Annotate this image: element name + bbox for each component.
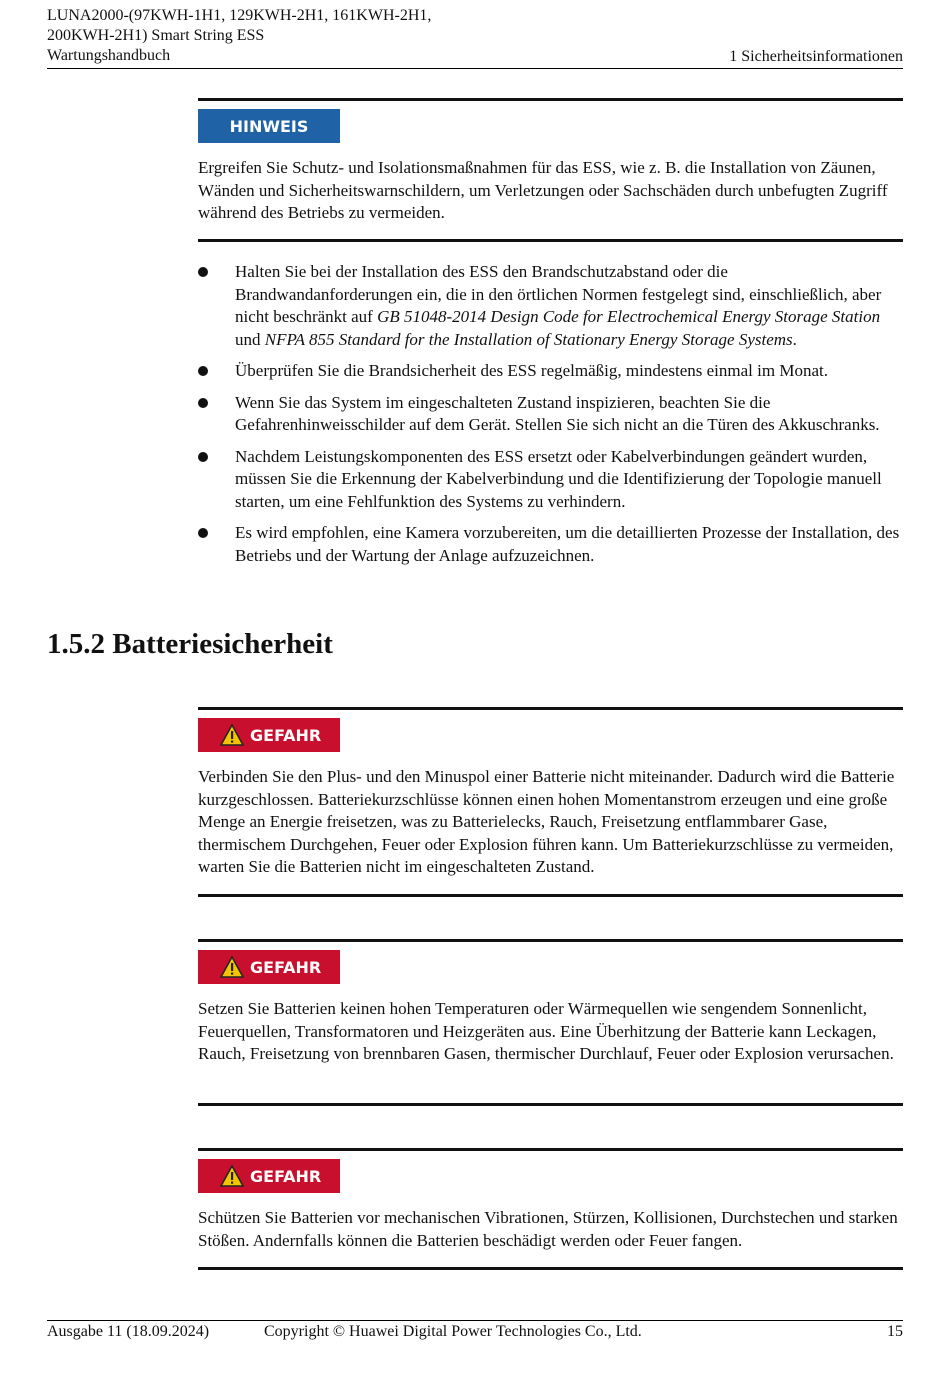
standard-reference: GB 51048-2014 Design Code for Electrochemical Energy Storage Station <box>377 307 881 326</box>
bullet-text: Nachdem Leistungskomponenten des ESS ersetzt oder Kabelverbindungen geändert wurden, müssen Sie die Erkennung der Kabelverbindung und die Identifizierung der Topologie manuell starten, um eine Fehlfunktion des Systems zu verhindern. <box>235 446 882 511</box>
bullet-dot-icon <box>198 366 208 376</box>
page-header <box>47 6 903 66</box>
bullet-dot-icon <box>198 398 208 408</box>
warning-triangle-icon <box>220 1165 244 1187</box>
bullet-text: Halten Sie bei der Installation des ESS den Brandschutzabstand oder die Brandwandanforderungen ein, die in den örtlichen Normen festgelegt sind, einschließlich, aber nicht beschränkt auf <box>235 262 882 326</box>
list-item <box>198 261 903 351</box>
danger1-top-rule <box>198 707 903 710</box>
danger1-text: Verbinden Sie den Plus- und den Minuspol einer Batterie nicht miteinander. Dadurch wird die Batterie kurzgeschlossen. Batteriekurzschlüsse können einen hohen Momentanstrom erzeugen und eine große Menge an Energie freisetzen, was zu Batterielecks, Rauch, Freisetzung entflammbarer Gase, thermischem Durchgehen, Feuer oder Explosion führen kann. Um Batteriekurzschlüsse zu vermeiden, warten Sie die Batterien nicht im eingeschalteten Zustand. <box>198 767 895 876</box>
notice-top-rule <box>198 98 903 101</box>
footer-rule <box>47 1320 903 1321</box>
danger3-badge <box>198 1159 340 1193</box>
bullet-text: . <box>792 329 797 349</box>
copyright-notice: Copyright © Huawei Digital Power Technologies Co., Ltd. <box>264 1323 642 1340</box>
doc-title-line1: LUNA2000-(97KWH-1H1, 129KWH-2H1, 161KWH-2H1, <box>47 7 432 24</box>
danger1-bottom-rule <box>198 894 903 897</box>
bullet-text: Überprüfen Sie die Brandsicherheit des ESS regelmäßig, mindestens einmal im Monat. <box>235 361 828 380</box>
danger3-bottom-rule <box>198 1267 903 1270</box>
standard-reference: NFPA 855 Standard for the Installation of Stationary Energy Storage Systems <box>264 329 793 349</box>
safety-bullet-list <box>198 261 903 576</box>
list-item <box>198 360 903 383</box>
bullet-dot-icon <box>198 528 208 538</box>
list-item <box>198 522 903 567</box>
list-item <box>198 446 903 514</box>
warning-triangle-icon <box>220 724 244 746</box>
section-heading: 1.5.2 Batteriesicherheit <box>47 628 333 660</box>
notice-text: Ergreifen Sie Schutz- und Isolationsmaßnahmen für das ESS, wie z. B. die Installation von Zäunen, Wänden und Sicherheitswarnschildern, um Verletzungen oder Sachschäden durch unbefugten Zugriff während des Betriebs zu vermeiden. <box>198 158 888 222</box>
chapter-title: 1 Sicherheitsinformationen <box>729 48 903 65</box>
header-rule <box>47 68 903 69</box>
doc-title-line3: Wartungshandbuch <box>47 47 171 64</box>
danger2-badge <box>198 950 340 984</box>
danger2-bottom-rule <box>198 1103 903 1106</box>
danger3-text: Schützen Sie Batterien vor mechanischen Vibrationen, Stürzen, Kollisionen, Durchstechen und starken Stößen. Andernfalls können die Batterien beschädigt werden oder Feuer fangen. <box>198 1208 898 1250</box>
list-item <box>198 392 903 437</box>
notice-badge <box>198 109 340 143</box>
notice-bottom-rule <box>198 239 903 242</box>
bullet-text: Es wird empfohlen, eine Kamera vorzubereiten, um die detaillierten Prozesse der Installation, des Betriebs und der Wartung der Anlage aufzuzeichnen. <box>235 523 900 565</box>
danger1-label: GEFAHR <box>250 725 322 745</box>
bullet-text: und <box>235 329 265 349</box>
danger3-top-rule <box>198 1148 903 1151</box>
danger2-label: GEFAHR <box>250 957 322 977</box>
danger2-top-rule <box>198 939 903 942</box>
danger1-badge <box>198 718 340 752</box>
warning-triangle-icon <box>220 956 244 978</box>
danger2-text: Setzen Sie Batterien keinen hohen Temperaturen oder Wärmequellen wie sengendem Sonnenlicht, Feuerquellen, Transformatoren und Heizgeräten aus. Eine Überhitzung der Batterie kann Leckagen, Rauch, Freisetzung von brennbaren Gasen, thermischer Durchlauf, Feuer oder Explosion verursachen. <box>198 999 894 1063</box>
bullet-dot-icon <box>198 452 208 462</box>
edition-info: Ausgabe 11 (18.09.2024) <box>47 1323 210 1340</box>
notice-label: HINWEIS <box>229 116 309 136</box>
bullet-text: Wenn Sie das System im eingeschalteten Zustand inspizieren, beachten Sie die Gefahrenhinweisschilder auf dem Gerät. Stellen Sie sich nicht an die Türen des Akkuschranks. <box>235 392 880 434</box>
danger3-label: GEFAHR <box>250 1166 322 1186</box>
page-number: 15 <box>887 1323 903 1340</box>
doc-title-line2: 200KWH-2H1) Smart String ESS <box>47 27 265 44</box>
bullet-dot-icon <box>198 267 208 277</box>
